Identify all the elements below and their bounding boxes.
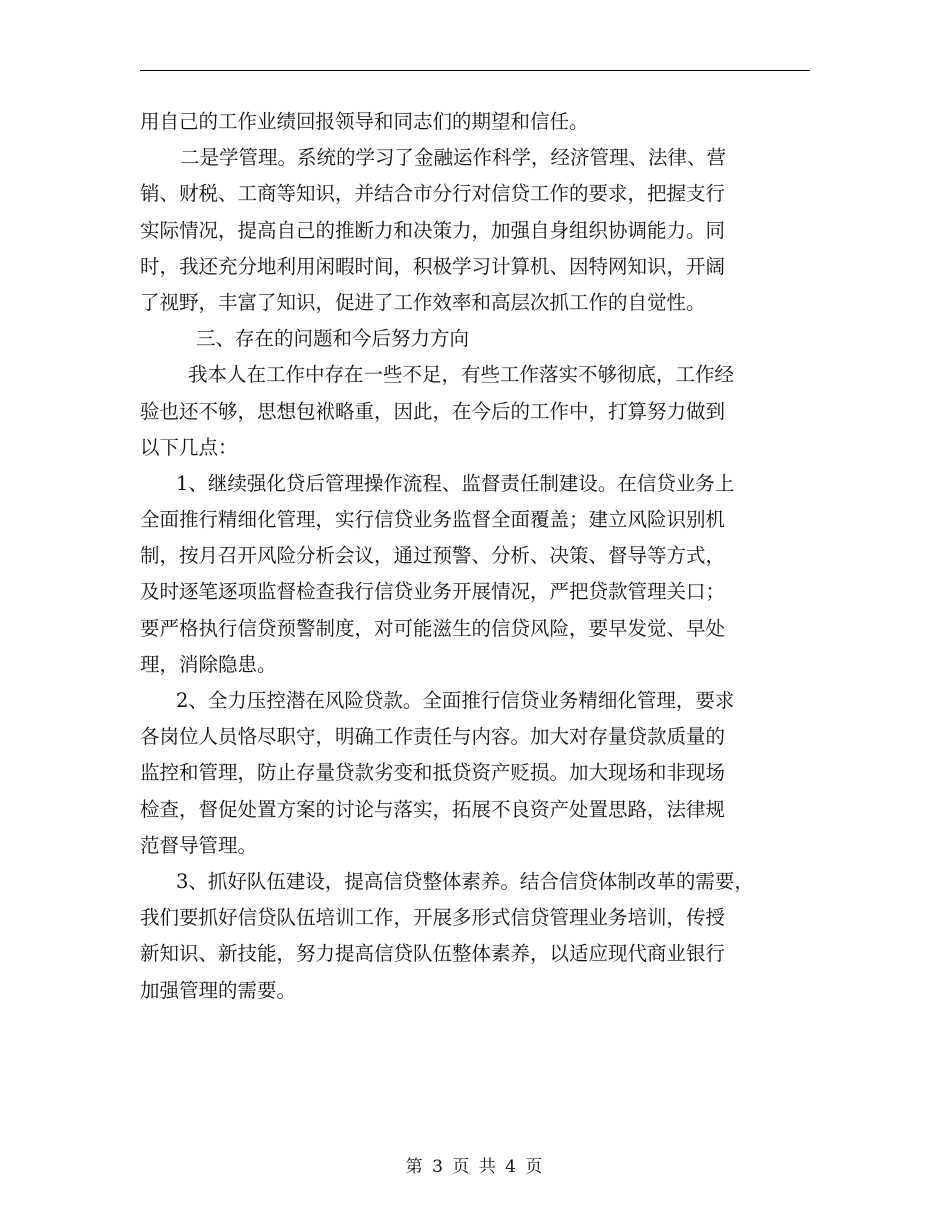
header-rule xyxy=(140,70,810,71)
text-line: 各岗位人员恪尽职守，明确工作责任与内容。加大对存量贷款质量的 xyxy=(140,725,726,749)
text-line: 时，我还充分地利用闲暇时间，积极学习计算机、因特网知识，开阔 xyxy=(140,254,726,278)
text-line: 新知识、新技能，努力提高信贷队伍整体素养，以适应现代商业银行 xyxy=(140,942,726,966)
document-body xyxy=(140,104,812,1009)
text-line: 制，按月召开风险分析会议，通过预警、分析、决策、督导等方式， xyxy=(140,544,726,568)
text-line: 销、财税、工商等知识，并结合市分行对信贷工作的要求，把握支行 xyxy=(140,182,726,206)
section-heading: 三、存在的问题和今后努力方向 xyxy=(196,327,470,351)
text-line: 了视野，丰富了知识，促进了工作效率和高层次抓工作的自觉性。 xyxy=(140,290,706,314)
text-line: 要严格执行信贷预警制度，对可能滋生的信贷风险，要早发觉、早处 xyxy=(140,616,726,640)
text-line: 二是学管理。系统的学习了金融运作科学，经济管理、法律、营 xyxy=(180,146,727,170)
text-line: 用自己的工作业绩回报领导和同志们的期望和信任。 xyxy=(140,110,589,133)
text-line: 及时逐笔逐项监督检查我行信贷业务开展情况，严把贷款管理关口； xyxy=(140,580,726,604)
text-line: 实际情况，提高自己的推断力和决策力，加强自身组织协调能力。同 xyxy=(140,218,726,242)
text-line: 我们要抓好信贷队伍培训工作，开展多形式信贷管理业务培训，传授 xyxy=(140,906,726,930)
text-line: 我本人在工作中存在一些不足，有些工作落实不够彻底，工作经 xyxy=(188,363,735,387)
text-line: 2、全力压控潜在风险贷款。全面推行信贷业务精细化管理，要求 xyxy=(176,689,735,712)
text-line: 监控和管理，防止存量贷款劣变和抵贷资产贬损。加大现场和非现场 xyxy=(140,761,726,785)
page-number-footer: 第 3 页 共 4 页 xyxy=(405,1157,545,1177)
text-line: 检查，督促处置方案的讨论与落实，拓展不良资产处置思路，法律规 xyxy=(140,797,726,821)
text-line: 加强管理的需要。 xyxy=(140,978,297,1002)
text-line: 3、抓好队伍建设，提高信贷整体素养。结合信贷体制改革的需要， xyxy=(176,869,754,893)
text-line: 范督导管理。 xyxy=(140,833,258,857)
text-line: 全面推行精细化管理，实行信贷业务监督全面覆盖；建立风险识别机 xyxy=(140,508,726,532)
text-line: 理，消除隐患。 xyxy=(140,652,277,676)
text-line: 以下几点： xyxy=(140,435,238,459)
text-line: 验也还不够，思想包袱略重，因此，在今后的工作中，打算努力做到 xyxy=(140,399,726,423)
text-line: 1、继续强化贷后管理操作流程、监督责任制建设。在信贷业务上 xyxy=(176,471,735,495)
